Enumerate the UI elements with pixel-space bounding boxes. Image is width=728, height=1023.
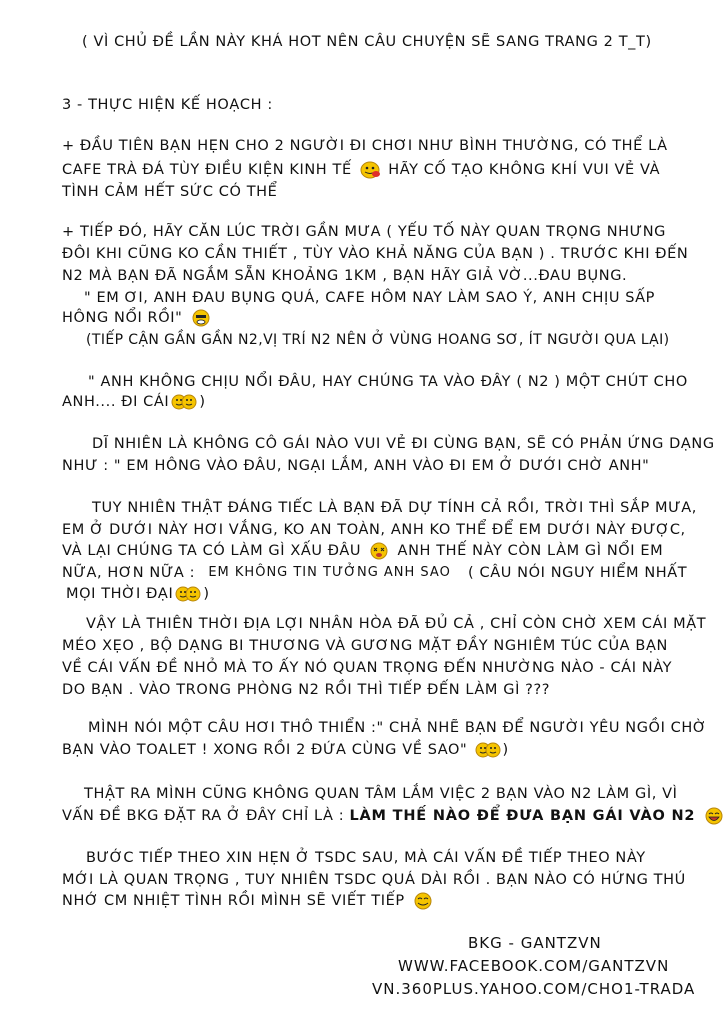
p9-line-1 bbox=[86, 848, 646, 868]
p7-line-2a-text: BẠN VÀO TOALET ! XONG RỒI 2 ĐỨA CÙNG VỀ SAO" bbox=[62, 742, 468, 758]
pair-faces-icon bbox=[475, 741, 501, 759]
signature-facebook-link[interactable] bbox=[398, 955, 669, 977]
p5-line-1-text: TUY NHIÊN THẬT ĐÁNG TIẾC LÀ BẠN ĐÃ DỰ TÍNH CẢ RỒI, TRỜI THÌ SẮP MƯA, bbox=[92, 500, 697, 516]
p2-line-2-text: ĐÔI KHI CŨNG KO CẦN THIẾT , TÙY VÀO KHẢ NĂNG CỦA BẠN ) . TRƯỚC KHI ĐẾN bbox=[62, 246, 689, 262]
header-note bbox=[82, 32, 652, 52]
signature-author bbox=[468, 932, 602, 954]
dizzy-face-icon bbox=[368, 542, 390, 560]
p5-line-1 bbox=[92, 498, 697, 518]
signature-yahoo-link[interactable] bbox=[372, 978, 695, 1000]
p1-line-2b-text: HÃY CỐ TẠO KHÔNG KHÍ VUI VẺ VÀ bbox=[388, 162, 661, 178]
p5-line-4b-text: EM KHÔNG TIN TƯỞNG ANH SAO bbox=[208, 565, 451, 580]
p4-line-2 bbox=[62, 456, 649, 476]
p1-line-1 bbox=[62, 136, 668, 156]
p9-line-1-text: BƯỚC TIẾP THEO XIN HẸN Ở TSDC SAU, MÀ CÁI VẤN ĐỀ TIẾP THEO NÀY bbox=[86, 850, 646, 866]
shocked-face-icon bbox=[190, 309, 212, 327]
section-title bbox=[62, 95, 273, 115]
p1-line-1-text: + ĐẦU TIÊN BẠN HẸN CHO 2 NGƯỜI ĐI CHƠI NHƯ BÌNH THƯỜNG, CÓ THỂ LÀ bbox=[62, 138, 668, 154]
laughing-face-icon bbox=[703, 807, 725, 825]
p5-line-5 bbox=[66, 584, 210, 604]
p8-line-2b-text: LÀM THẾ NÀO ĐỂ ĐƯA BẠN GÁI VÀO N2 bbox=[349, 808, 696, 824]
p9-line-3-text: NHỚ CM NHIỆT TÌNH RỒI MÌNH SẼ VIẾT TIẾP bbox=[62, 893, 405, 909]
p5-line-3b-text: ANH THẾ NÀY CÒN LÀM GÌ NỔI EM bbox=[397, 543, 664, 559]
p1-line-3-text: TÌNH CẢM HẾT SỨC CÓ THỂ bbox=[62, 184, 278, 200]
p2-line-3-text: N2 MÀ BẠN ĐÃ NGẮM SẴN KHOẢNG 1KM , BẠN HÃY GIẢ VỜ...ĐAU BỤNG. bbox=[62, 268, 628, 284]
p9-line-2 bbox=[62, 870, 686, 890]
yahoo-link-text[interactable]: VN.360PLUS.YAHOO.COM/CHO1-TRADA bbox=[372, 980, 696, 998]
p8-line-1 bbox=[84, 784, 678, 804]
p6-line-3 bbox=[62, 658, 672, 678]
p3-line-1 bbox=[88, 372, 688, 392]
p2-line-3 bbox=[62, 266, 627, 286]
p6-line-4 bbox=[62, 680, 550, 700]
signature-author-text: BKG - GANTZVN bbox=[468, 934, 602, 952]
p3-line-2b-text: ) bbox=[199, 394, 206, 410]
p7-line-1 bbox=[88, 718, 707, 738]
p2-line-4 bbox=[84, 288, 655, 308]
pair-faces-icon bbox=[171, 393, 197, 411]
pair-faces-icon bbox=[175, 585, 201, 603]
p2-line-1-text: + TIẾP ĐÓ, HÃY CĂN LÚC TRỜI GẦN MƯA ( YẾU TỐ NÀY QUAN TRỌNG NHƯNG bbox=[62, 224, 666, 240]
p2-line-1 bbox=[62, 222, 666, 242]
smile-face-icon bbox=[412, 892, 434, 910]
p7-line-2 bbox=[62, 740, 509, 760]
tongue-face-icon bbox=[359, 161, 381, 179]
p3-line-2a-text: ANH.... ĐI CÁI bbox=[62, 394, 170, 410]
p4-line-2-text: NHƯ : " EM HÔNG VÀO ĐÂU, NGẠI LẮM, ANH VÀO ĐI EM Ở DƯỚI CHỜ ANH" bbox=[62, 458, 650, 474]
p9-line-2-text: MỚI LÀ QUAN TRỌNG , TUY NHIÊN TSDC QUÁ DÀI RỒI . BẠN NÀO CÓ HỨNG THÚ bbox=[62, 872, 686, 888]
p6-line-4-text: DO BẠN . VÀO TRONG PHÒNG N2 RỒI THÌ TIẾP ĐẾN LÀM GÌ ??? bbox=[62, 682, 551, 698]
p7-line-2b-text: ) bbox=[502, 742, 509, 758]
p9-line-3 bbox=[62, 891, 436, 911]
p5-line-5b-text: ) bbox=[203, 586, 210, 602]
p2-line-2 bbox=[62, 244, 688, 264]
p6-line-2-text: MÉO XẸO , BỘ DẠNG BI THƯƠNG VÀ GƯƠNG MẶT ĐẦY NGHIÊM TÚC CỦA BẠN bbox=[62, 638, 668, 654]
facebook-link-text[interactable]: WWW.FACEBOOK.COM/GANTZVN bbox=[398, 957, 670, 975]
p8-line-2 bbox=[62, 806, 727, 826]
p6-line-1 bbox=[86, 614, 706, 634]
section-title-text: 3 - THỰC HIỆN KẾ HOẠCH : bbox=[62, 97, 273, 113]
p7-line-1-text: MÌNH NÓI MỘT CÂU HƠI THÔ THIỂN :" CHẢ NHẼ BẠN ĐỂ NGƯỜI YÊU NGỒI CHỜ bbox=[88, 720, 707, 736]
p1-line-2a-text: CAFE TRÀ ĐÁ TÙY ĐIỀU KIỆN KINH TẾ bbox=[62, 162, 352, 178]
p2-line-6 bbox=[86, 330, 670, 350]
header-note-text: ( VÌ CHỦ ĐỀ LẦN NÀY KHÁ HOT NÊN CÂU CHUYỆN SẼ SANG TRANG 2 T_T) bbox=[82, 34, 652, 50]
p5-line-5a-text: MỌI THỜI ĐẠI bbox=[66, 586, 174, 602]
p6-line-2 bbox=[62, 636, 668, 656]
p5-line-4a-text: NỮA, HƠN NỮA : bbox=[62, 565, 196, 581]
p5-line-2 bbox=[62, 520, 686, 540]
p8-line-1-text: THẬT RA MÌNH CŨNG KHÔNG QUAN TÂM LẮM VIỆC 2 BẠN VÀO N2 LÀM GÌ, VÌ bbox=[84, 786, 678, 802]
p1-line-2 bbox=[62, 160, 660, 180]
p1-line-3 bbox=[62, 182, 277, 202]
p8-line-2a-text: VẤN ĐỀ BKG ĐẶT RA Ở ĐÂY CHỈ LÀ : bbox=[62, 808, 345, 824]
p2-line-5 bbox=[62, 308, 214, 328]
p2-line-5-text: HÔNG NỔI RỒI" bbox=[62, 310, 183, 326]
p2-line-6-text: (TIẾP CẬN GẦN GẦN N2,VỊ TRÍ N2 NÊN Ở VÙNG HOANG SƠ, ÍT NGƯỜI QUA LẠI) bbox=[86, 332, 670, 348]
p6-line-1-text: VẬY LÀ THIÊN THỜI ĐỊA LỢI NHÂN HÒA ĐÃ ĐỦ CẢ , CHỈ CÒN CHỜ XEM CÁI MẶT bbox=[86, 616, 707, 632]
p5-line-3 bbox=[62, 541, 663, 561]
p4-line-1-text: DĨ NHIÊN LÀ KHÔNG CÔ GÁI NÀO VUI VẺ ĐI CÙNG BẠN, SẼ CÓ PHẢN ỨNG DẠNG bbox=[92, 436, 715, 452]
p6-line-3-text: VỀ CÁI VẤN ĐỀ NHỎ MÀ TO ẤY NÓ QUAN TRỌNG ĐẾN NHƯỜNG NÀO - CÁI NÀY bbox=[62, 660, 673, 676]
p3-line-2 bbox=[62, 392, 206, 412]
p4-line-1 bbox=[92, 434, 715, 454]
p5-line-2-text: EM Ở DƯỚI NÀY HƠI VẮNG, KO AN TOÀN, ANH KO THỂ ĐỂ EM DƯỚI NÀY ĐƯỢC, bbox=[62, 522, 686, 538]
p5-line-3a-text: VÀ LẠI CHÚNG TA CÓ LÀM GÌ XẤU ĐÂU bbox=[62, 543, 362, 559]
p5-line-4c-text: ( CÂU NÓI NGUY HIỂM NHẤT bbox=[468, 565, 688, 581]
p2-line-4-text: " EM ƠI, ANH ĐAU BỤNG QUÁ, CAFE HÔM NAY LÀM SAO Ý, ANH CHỊU SẤP bbox=[84, 290, 655, 306]
p5-line-4 bbox=[62, 563, 687, 583]
p3-line-1-text: " ANH KHÔNG CHỊU NỔI ĐÂU, HAY CHÚNG TA VÀO ĐÂY ( N2 ) MỘT CHÚT CHO bbox=[88, 374, 688, 390]
